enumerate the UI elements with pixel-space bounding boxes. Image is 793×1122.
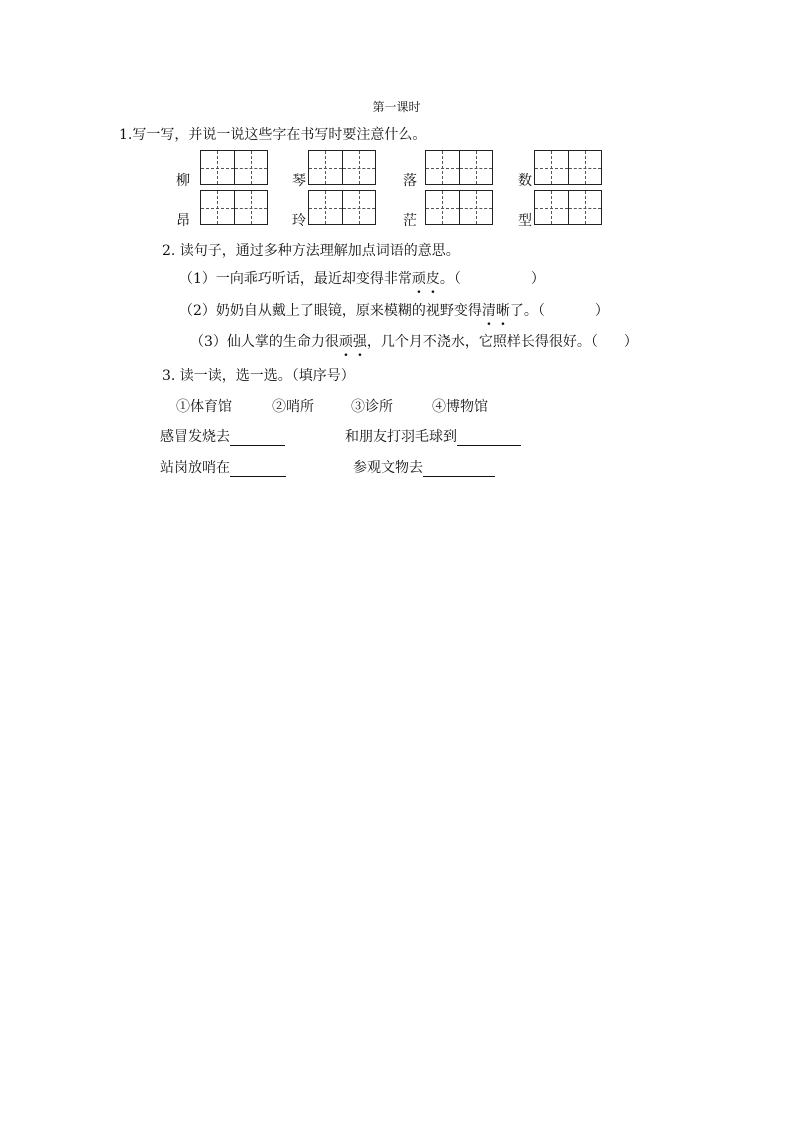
sentence-1: （1）一向乖巧听话，最近却变得非常顽皮。（ ） [179,271,545,287]
fill-item-3: 站岗放哨在 [160,457,286,477]
sentence-3: （3）仙人掌的生命力很顽强，几个月不浇水，它照样长得很好。（ ） [190,334,638,350]
option-1: ①体育馆 [176,399,232,415]
answer-blank[interactable] [230,460,286,477]
char-ling: 玲 [292,213,306,229]
fill-item-4: 参观文物去 [353,457,495,477]
dotted-char: 强 [352,334,367,350]
char-ang: 昂 [176,213,190,229]
writing-grid[interactable] [425,150,493,185]
dotted-char: 顽 [338,334,353,350]
page-title: 第一课时 [372,100,421,114]
writing-grid[interactable] [534,150,602,185]
answer-blank[interactable] [230,429,285,446]
answer-blank[interactable] [423,460,495,477]
dotted-char: 皮 [425,271,440,287]
question-1-prompt: 1.写一写，并说一说这些字在书写时要注意什么。 [119,127,427,143]
sentence-2: （2）奶奶自从戴上了眼镜，原来模糊的视野变得清晰了。（ ） [179,303,609,319]
writing-grid[interactable] [534,190,602,225]
option-4: ④博物馆 [432,399,488,415]
char-liu: 柳 [176,173,190,189]
char-xing: 型 [518,213,532,229]
fill-item-1: 感冒发烧去 [160,426,285,446]
question-3-prompt: 3. 读一读，选一选。（填序号） [162,368,355,384]
writing-grid[interactable] [200,190,268,225]
option-2: ②哨所 [272,399,314,415]
question-2-prompt: 2. 读句子，通过多种方法理解加点词语的意思。 [162,243,460,259]
fill-item-2: 和朋友打羽毛球到 [345,426,521,446]
writing-grid[interactable] [308,150,376,185]
writing-grid[interactable] [200,150,268,185]
dotted-char: 晰 [495,303,510,319]
char-mang: 茫 [403,213,417,229]
writing-grid[interactable] [308,190,376,225]
option-3: ③诊所 [351,399,393,415]
dotted-char: 顽 [411,271,426,287]
char-luo: 落 [403,173,417,189]
char-qin: 琴 [292,173,306,189]
writing-grid[interactable] [425,190,493,225]
answer-blank[interactable] [457,429,521,446]
dotted-char: 清 [481,303,496,319]
char-shu: 数 [518,173,532,189]
